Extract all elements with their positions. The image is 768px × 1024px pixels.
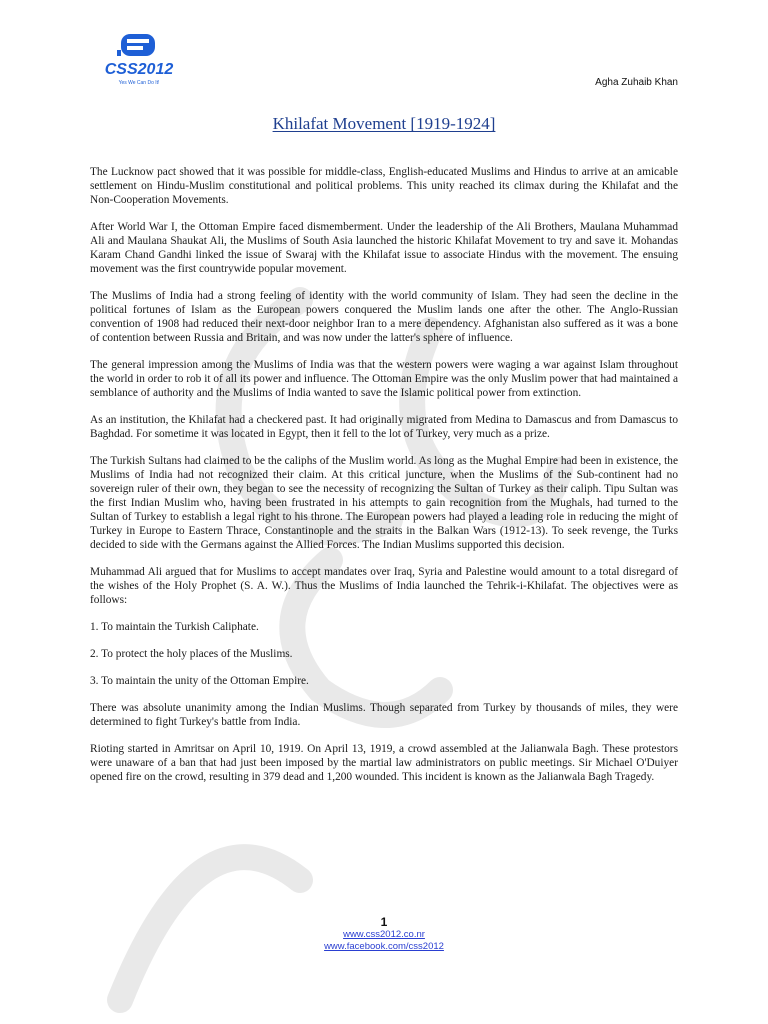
list-item: 3. To maintain the unity of the Ottoman Empire. (90, 675, 309, 687)
svg-text:CSS2012: CSS2012 (104, 61, 174, 78)
paragraph: There was absolute unanimity among the Indian Muslims. Though separated from Turkey by thousands of miles, they were determined to fight Turkey's battle from India. (90, 702, 678, 728)
logo-emblem-icon (117, 34, 155, 56)
author-name: Agha Zuhaib Khan (595, 77, 678, 88)
list-item: 1. To maintain the Turkish Caliphate. (90, 621, 259, 633)
paragraph: Muhammad Ali argued that for Muslims to accept mandates over Iraq, Syria and Palestine would amount to a total disregard of the wishes of the Holy Prophet (S. A. W.). Thus the Muslims of India launched the Tehrik-i-Khilafat. The objectives were as follows: (90, 566, 678, 606)
facebook-link[interactable]: www.facebook.com/css2012 (324, 941, 444, 952)
document-body (90, 165, 678, 797)
paragraph: As an institution, the Khilafat had a checkered past. It had originally migrated from Medina to Damascus and from Damascus to Baghdad. For sometime it was located in Egypt, then it fell to the lot of Turkey, very much as a prize. (90, 414, 678, 440)
paragraph: The Turkish Sultans had claimed to be the caliphs of the Muslim world. As long as the Mughal Empire had been in existence, the Muslims of India had not recognized their claim. At this critical juncture, when the Muslims of the Sub-continent had no sovereign ruler of their own, they began to see the necessity of recognizing the Sultan of Turkey as their caliph. Tipu Sultan was the first Indian Muslim who, having been frustrated in his attempts to gain recognition from the Mughals, had turned to the Sultan of Turkey to establish a legal right to his throne. The European powers had played a leading role in reducing the might of Turkey in Europe to Eastern Thrace, Constantinople and the straits in the Balkan Wars (1912-13). To seek revenge, the Turks decided to side with the Germans against the Allied Forces. The Indian Muslims supported this decision. (90, 455, 678, 551)
paragraph: The Muslims of India had a strong feeling of identity with the world community of Islam. They had seen the decline in the political fortunes of Islam as the European powers conquered the Muslim lands one after the other. The Anglo-Russian convention of 1908 had reduced their next-door neighbor Iran to a mere dependency. Afghanistan also suffered as it was a bone of contention between Russia and Britain, and was now under the latter's sphere of influence. (90, 290, 678, 344)
css2012-logo (93, 30, 185, 88)
paragraph: The general impression among the Muslims of India was that the western powers were waging a war against Islam throughout the world in order to rob it of all its power and influence. The Ottoman Empire was the only Muslim power that had maintained a semblance of authority and the Muslims of India wanted to save the Islamic political power from extinction. (90, 359, 678, 399)
page-footer (0, 915, 768, 953)
paragraph: After World War I, the Ottoman Empire faced dismemberment. Under the leadership of the Ali Brothers, Maulana Muhammad Ali and Maulana Shaukat Ali, the Muslims of South Asia launched the historic Khilafat Movement to try and save it. Mohandas Karam Chand Gandhi linked the issue of Swaraj with the Khilafat issue to associate Hindus with the movement. The ensuing movement was the first countrywide popular movement. (90, 221, 678, 275)
paragraph: Rioting started in Amritsar on April 10, 1919. On April 13, 1919, a crowd assembled at the Jalianwala Bagh. These protestors were unaware of a ban that had just been imposed by the martial law administrators on public meetings. Sir Michael O'Duiyer opened fire on the crowd, resulting in 379 dead and 1,200 wounded. This incident is known as the Jalianwala Bagh Tragedy. (90, 743, 678, 783)
list-item: 2. To protect the holy places of the Muslims. (90, 648, 293, 660)
page-title: Khilafat Movement [1919-1924] (272, 114, 496, 133)
website-link[interactable]: www.css2012.co.nr (343, 929, 425, 940)
svg-text:Yes We Can Do It!: Yes We Can Do It! (118, 80, 160, 86)
page-number: 1 (380, 915, 388, 929)
paragraph: The Lucknow pact showed that it was possible for middle-class, English-educated Muslims and Hindus to arrive at an amicable settlement on Hindu-Muslim constitutional and political problems. This unity reached its climax during the Khilafat and the Non-Cooperation Movements. (90, 166, 678, 206)
